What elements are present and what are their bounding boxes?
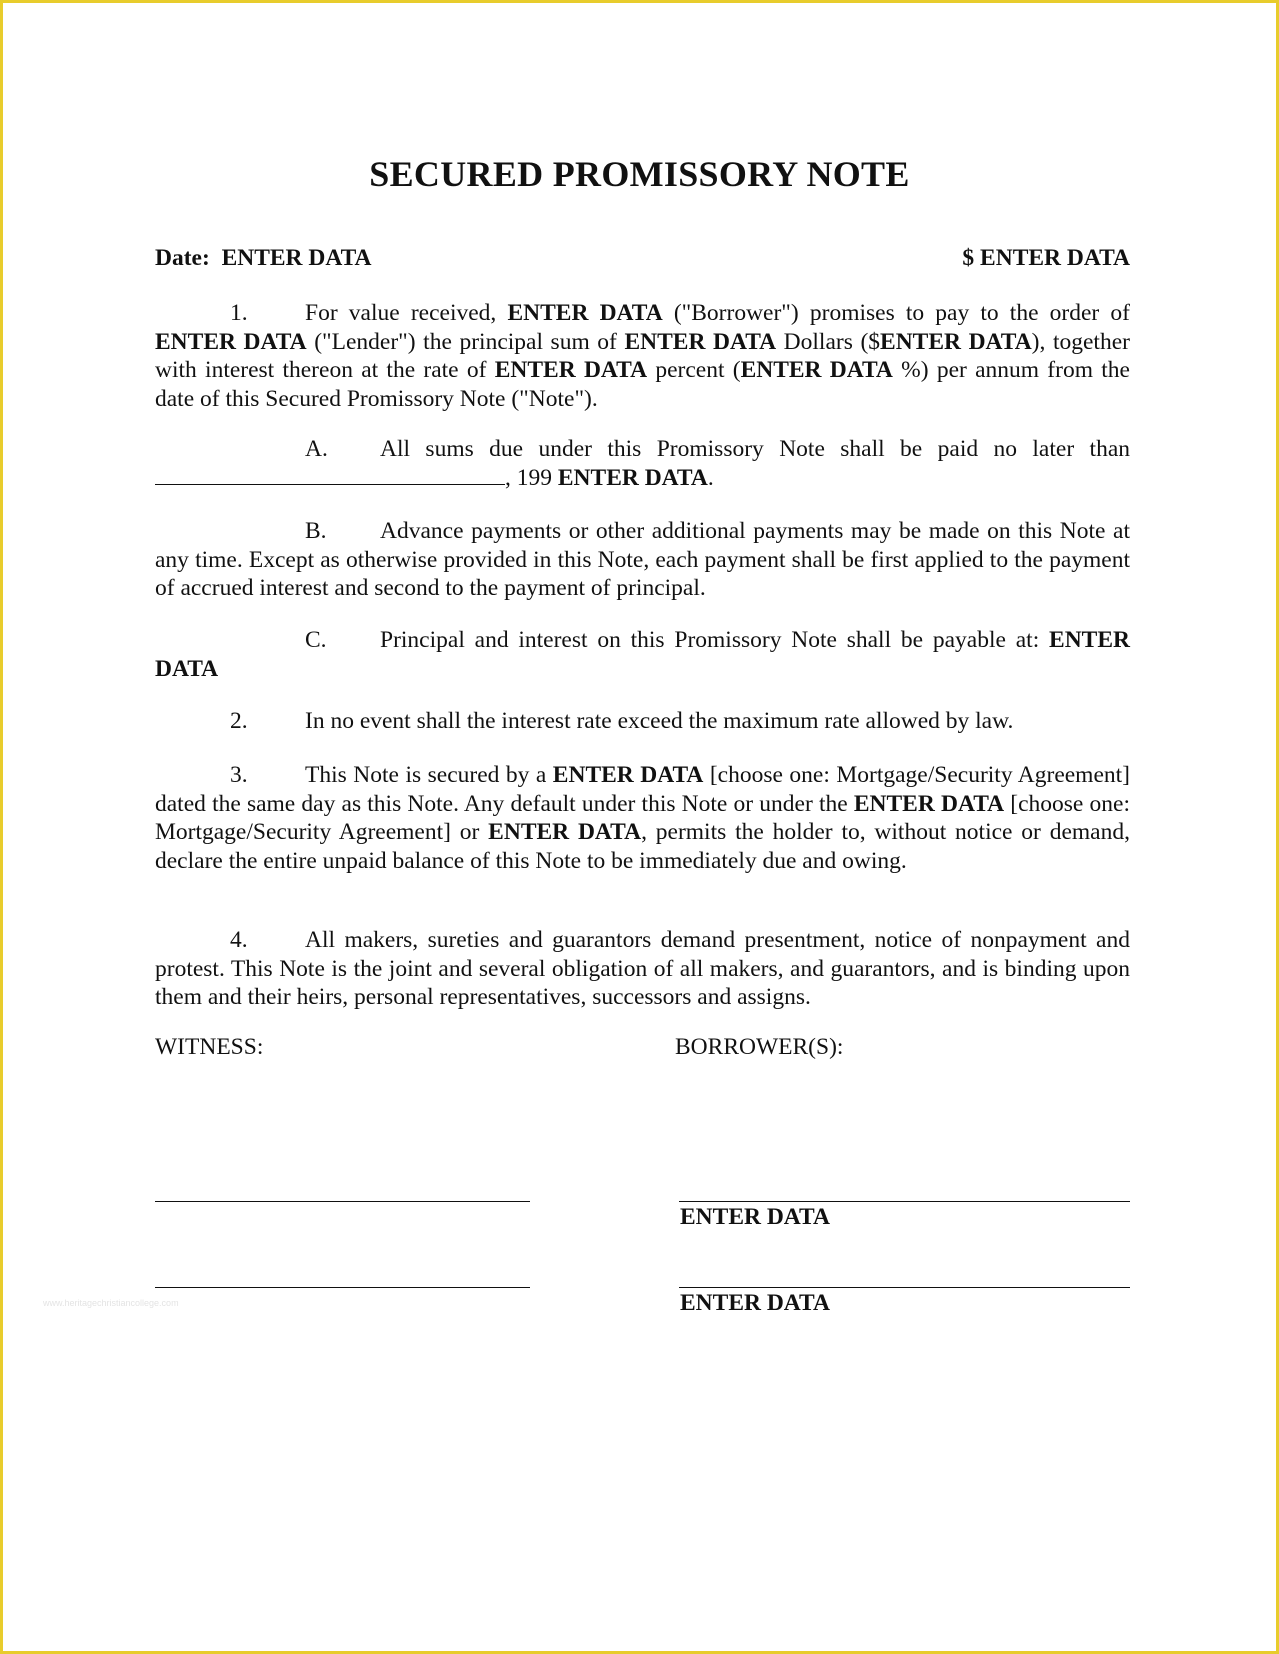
witness-signature-line-2 (155, 1287, 530, 1288)
borrower-signature-line-1 (679, 1201, 1130, 1202)
paragraph-letter: B. (305, 518, 327, 544)
text-run: , 199 (505, 464, 558, 491)
due-date-blank (155, 464, 505, 485)
borrower-name-1: ENTER DATA (680, 1204, 830, 1230)
text-run: [choose one: Mortgage/Security Agreement] or (155, 790, 1130, 845)
rate-words-placeholder: ENTER DATA (494, 357, 648, 383)
amount-field (962, 244, 1130, 273)
amount-prefix: $ (962, 245, 975, 271)
paragraph-number: 2. (230, 708, 248, 734)
witness-signature-line-1 (155, 1201, 530, 1202)
principal-amount-placeholder: ENTER DATA (880, 328, 1032, 355)
witness-label: WITNESS: (155, 1034, 264, 1060)
text-run: Advance payments or other additional payments may be made on this Note at any time. Except as otherwise provided in this Note, each payment shall be first applied to the payment of accrued interest and second to the payment of principal. (155, 518, 1130, 601)
text-run: , permits the holder to, without notice or demand, declare the entire unpaid balance of this Note to be immediately due and owing. (155, 819, 1130, 874)
text-run: [choose one: Mortgage/Security Agreement] dated the same day as this Note. Any default under this Note or under the (155, 762, 1131, 817)
paragraph-number: 4. (230, 927, 248, 953)
paragraph-2 (155, 707, 1130, 736)
watermark-text: www.heritagechristiancollege.com (43, 1298, 179, 1308)
text-run: In no event shall the interest rate exceed the maximum rate allowed by law. (305, 708, 1014, 734)
borrower-name-2: ENTER DATA (680, 1290, 830, 1316)
date-label: Date: (155, 245, 210, 271)
principal-words-placeholder: ENTER DATA (624, 328, 777, 355)
text-run: Dollars ($ (776, 328, 881, 355)
lender-placeholder: ENTER DATA (155, 328, 307, 355)
amount-value: ENTER DATA (980, 245, 1130, 271)
text-run: percent ( (647, 357, 741, 383)
date-value: ENTER DATA (221, 245, 372, 271)
paragraph-b (155, 517, 1130, 603)
paragraph-letter: C. (305, 627, 327, 653)
text-run: %) per annum from the date of this Secured Promissory Note ("Note"). (155, 357, 1130, 412)
text-run: ), together with interest thereon at the rate of (155, 328, 1130, 383)
text-run: Principal and interest on this Promissory Note shall be payable at: (380, 627, 1050, 653)
paragraph-letter: A. (305, 436, 328, 462)
paragraph-1 (155, 299, 1130, 413)
paragraph-3 (155, 761, 1130, 875)
borrower-signature-line-2 (679, 1287, 1130, 1288)
text-run: This Note is secured by a (305, 762, 553, 788)
text-run: ("Borrower") promises to pay to the order of (662, 300, 1130, 326)
borrower-placeholder: ENTER DATA (507, 300, 663, 326)
payable-at-placeholder: ENTER DATA (155, 627, 1130, 682)
borrower-label: BORROWER(S): (675, 1034, 844, 1060)
default-placeholder: ENTER DATA (488, 819, 642, 845)
paragraph-number: 1. (230, 300, 248, 326)
header-line (155, 244, 1130, 273)
security-type-placeholder: ENTER DATA (552, 762, 704, 788)
paragraph-a (155, 435, 1130, 492)
text-run: All makers, sureties and guarantors demand presentment, notice of nonpayment and protest. This Note is the joint and several obligation of all makers, and guarantors, and is binding upon them and their heirs, personal representatives, successors and assigns. (155, 927, 1130, 1010)
text-run: All sums due under this Promissory Note shall be paid no later than (380, 436, 1130, 462)
text-run: ("Lender") the principal sum of (306, 328, 625, 355)
document-title: SECURED PROMISSORY NOTE (369, 154, 910, 194)
text-run: . (707, 464, 714, 491)
paragraph-c (155, 626, 1130, 683)
due-year-placeholder: ENTER DATA (557, 464, 708, 491)
text-run: For value received, (305, 300, 508, 326)
security-type-placeholder: ENTER DATA (853, 790, 1005, 817)
paragraph-number: 3. (230, 762, 248, 788)
rate-percent-placeholder: ENTER DATA (740, 357, 893, 383)
paragraph-4 (155, 926, 1130, 1012)
